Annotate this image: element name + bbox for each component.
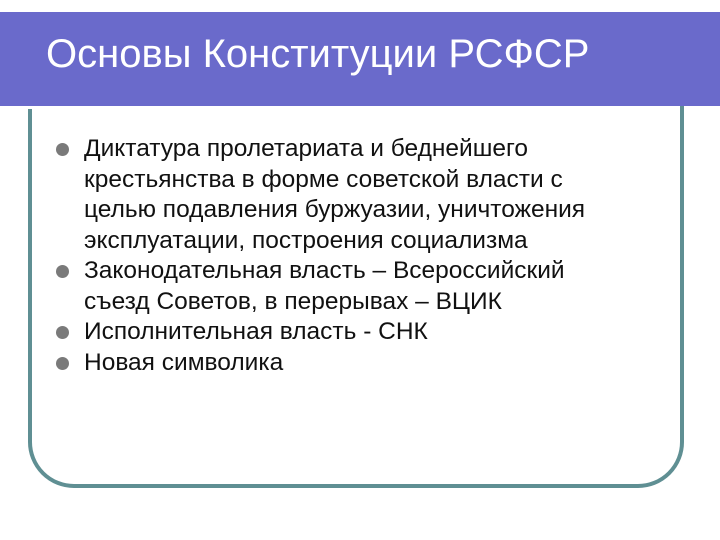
title-band (0, 12, 720, 106)
bullet-line: Новая символика (84, 348, 284, 376)
bullet-item-1 (56, 134, 676, 256)
bullet-line: Диктатура пролетариата и беднейшего (84, 135, 529, 162)
bullet-item-2 (56, 256, 676, 317)
bullet-line: Исполнительная власть - СНК (84, 318, 428, 345)
bullet-line: крестьянства в форме советской власти с (84, 165, 563, 193)
bullet-item-3 (56, 317, 676, 348)
title-underline (0, 106, 636, 109)
bullet-dot-icon (56, 357, 69, 370)
bullet-line: эксплуатации, построения социализма (84, 226, 528, 254)
title-band-left (0, 12, 28, 106)
bullet-item-4 (56, 348, 676, 379)
bullet-line: Законодательная власть – Всероссийский (84, 257, 565, 284)
bullet-line: целью подавления буржуазии, уничтожения (84, 196, 586, 223)
slide-title: Основы Конституции РСФСР (46, 32, 590, 76)
bullet-dot-icon (56, 265, 69, 278)
bullet-dot-icon (56, 326, 69, 339)
bullet-dot-icon (56, 143, 69, 156)
bullet-line: съезд Советов, в перерывах – ВЦИК (84, 287, 502, 315)
bullet-list (56, 134, 676, 378)
